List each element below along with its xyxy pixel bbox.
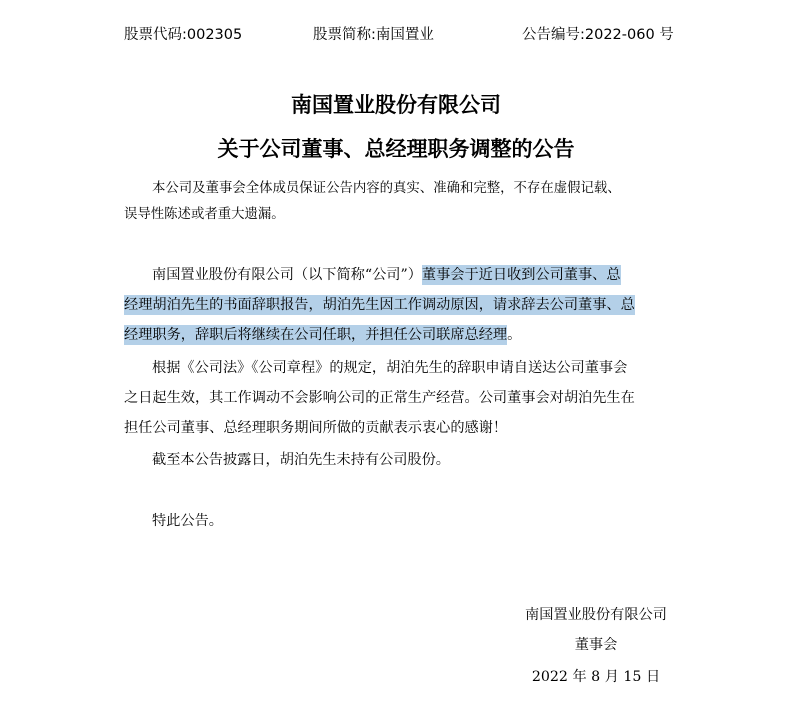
selected-text[interactable]: 经理职务，辞职后将继续在公司任职，并担任公司联席总经理 [124,327,508,343]
paragraph-line: 特此公告。 [152,513,223,529]
paragraph-line: 之日起生效，其工作调动不会影响公司的正常生产经营。公司董事会对胡泊先生在 [124,390,635,406]
paragraph-resignation [124,260,684,350]
paragraph-text: 。 [507,327,522,343]
board-statement [124,176,680,228]
company-title: 南国置业股份有限公司 [291,93,501,117]
selected-text[interactable]: 董事会于近日收到公司董事、总 [421,267,621,283]
announcement-header [0,24,792,46]
paragraph-line [124,290,684,320]
announcement-number: 公告编号:2022-060 号 [522,27,674,43]
signature-date: 2022 年 8 月 15 日 [531,669,661,685]
paragraph-shareholding [124,445,684,475]
signature-board: 董事会 [574,637,618,653]
signature-company: 南国置业股份有限公司 [525,607,667,623]
stock-name: 股票简称:南国置业 [313,27,434,43]
statement-line: 本公司及董事会全体成员保证公告内容的真实、准确和完整，不存在虚假记载、 [152,181,621,196]
stock-code: 股票代码:002305 [124,27,243,43]
paragraph-legal-basis [124,353,684,443]
paragraph-line: 担任公司董事、总经理职务期间所做的贡献表示衷心的感谢！ [124,420,508,436]
paragraph-line [124,260,684,290]
announcement-title: 关于公司董事、总经理职务调整的公告 [217,137,575,161]
paragraph-line [124,320,684,350]
paragraph-line: 截至本公告披露日，胡泊先生未持有公司股份。 [152,452,450,468]
selected-text[interactable]: 经理胡泊先生的书面辞职报告，胡泊先生因工作调动原因，请求辞去公司董事、总 [124,297,635,313]
statement-line: 误导性陈述或者重大遗漏。 [124,207,285,222]
paragraph-text: 南国置业股份有限公司（以下简称“公司”） [152,267,422,283]
paragraph-line: 根据《公司法》《公司章程》的规定，胡泊先生的辞职申请自送达公司董事会 [152,360,628,376]
paragraph-closing [124,506,684,536]
